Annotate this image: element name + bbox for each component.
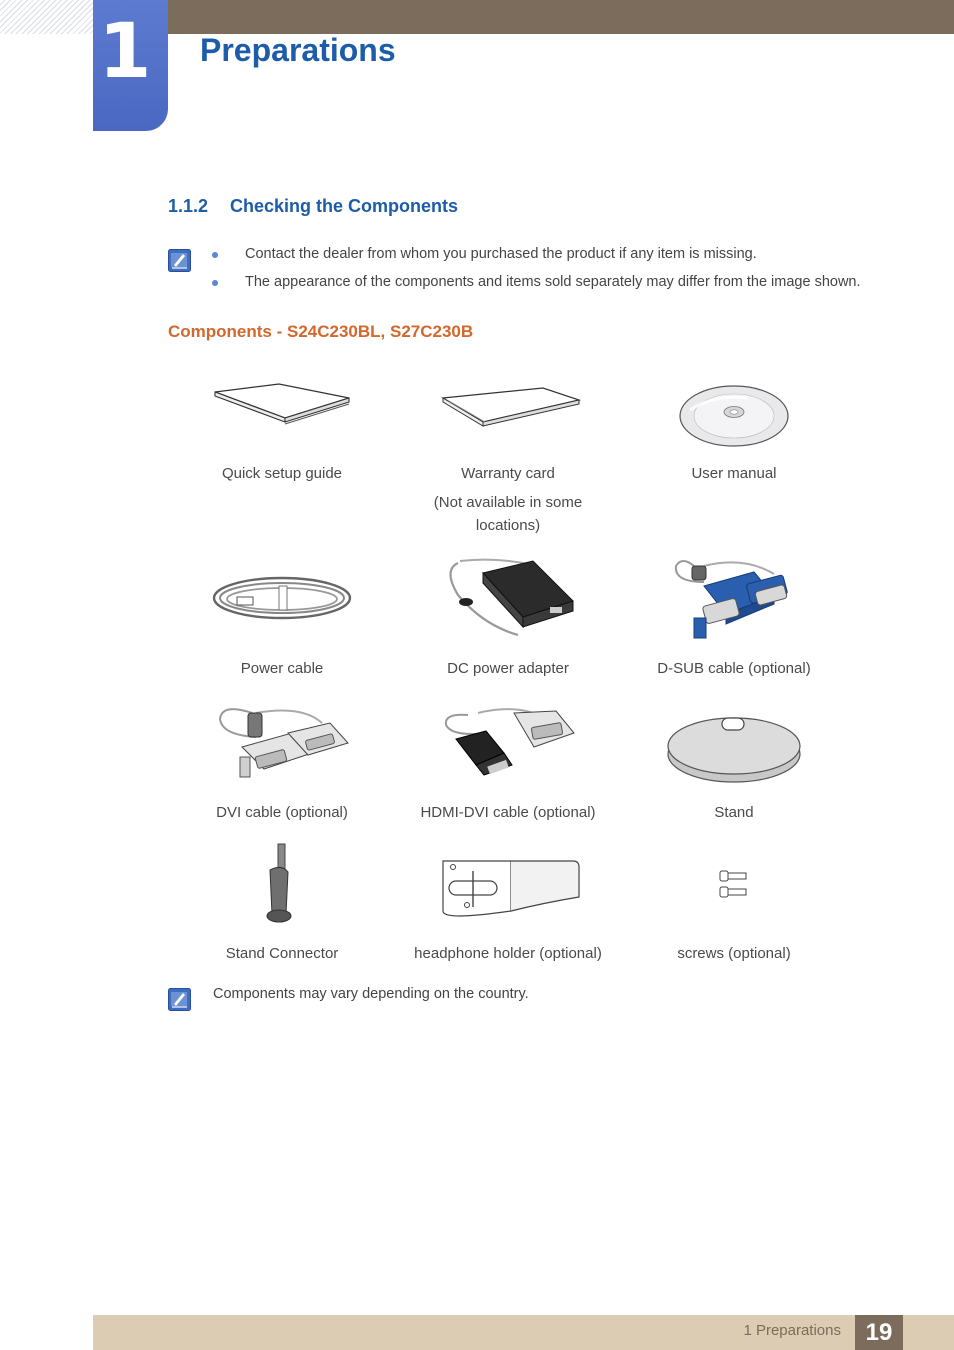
footer-bar [93, 1315, 954, 1350]
cd-icon [674, 380, 794, 452]
bullet-icon [212, 280, 218, 286]
component-image-dvi-cable [169, 703, 395, 785]
booklet-icon [207, 378, 357, 434]
chapter-tab [93, 0, 168, 131]
component-label: Stand [714, 804, 754, 821]
component-label: Stand Connector [225, 945, 339, 962]
section-title-text: Checking the Components [230, 196, 459, 216]
bullet-icon [212, 252, 218, 258]
component-image-user-manual [621, 380, 847, 452]
component-image-screws [621, 865, 847, 905]
note-text: Contact the dealer from whom you purchased the product if any item is missing. [245, 246, 757, 262]
component-image-quick-setup-guide [169, 378, 395, 434]
component-sublabel [395, 491, 621, 537]
component-image-stand [621, 708, 847, 786]
section-number: 1.1.2 [168, 196, 209, 216]
component-image-stand-connector [169, 840, 395, 928]
component-label: HDMI-DVI cable (optional) [420, 804, 596, 821]
page-number: 19 [855, 1315, 903, 1350]
header-hatch-decoration [0, 0, 93, 34]
component-label: Power cable [240, 660, 324, 677]
components-heading: Components - S24C230BL, S27C230B [168, 322, 474, 341]
component-image-dc-power-adapter [395, 555, 621, 640]
component-label: Warranty card [461, 465, 555, 482]
component-label: headphone holder (optional) [414, 945, 602, 962]
component-image-hdmi-dvi-cable [395, 703, 621, 785]
screws-icon [714, 865, 754, 905]
component-image-headphone-holder [395, 855, 621, 921]
chapter-title: Preparations [200, 32, 396, 68]
power-cable-icon [207, 572, 357, 626]
component-label: screws (optional) [677, 945, 791, 962]
warranty-card-icon [433, 380, 583, 432]
note-list [212, 246, 932, 302]
note-icon [168, 249, 191, 272]
hdmi-dvi-cable-icon [438, 703, 578, 785]
note-text: The appearance of the components and items sold separately may differ from the image shown. [245, 274, 861, 290]
dvi-cable-icon [212, 703, 352, 785]
stand-icon [664, 708, 804, 786]
component-image-power-cable [169, 572, 395, 626]
dsub-cable-icon [664, 552, 804, 644]
chapter-number: 1 [98, 6, 150, 95]
component-label: Quick setup guide [221, 465, 343, 482]
component-image-dsub-cable [621, 552, 847, 644]
component-image-warranty-card [395, 380, 621, 432]
stand-connector-icon [252, 840, 312, 928]
headphone-holder-icon [433, 855, 583, 921]
note-item [212, 274, 932, 302]
footer-chapter-label: 1 Preparations [743, 1322, 841, 1339]
component-label: D-SUB cable (optional) [657, 660, 811, 677]
component-label: DVI cable (optional) [216, 804, 348, 821]
bottom-note: Components may vary depending on the country. [213, 986, 529, 1002]
header-bar [168, 0, 954, 34]
component-label: DC power adapter [447, 660, 569, 677]
note-icon [168, 988, 191, 1011]
power-adapter-icon [438, 555, 578, 640]
section-title [168, 196, 458, 217]
component-sublabel-text: (Not available in some locations) [433, 494, 583, 534]
component-label: User manual [691, 465, 777, 482]
note-item [212, 246, 932, 274]
